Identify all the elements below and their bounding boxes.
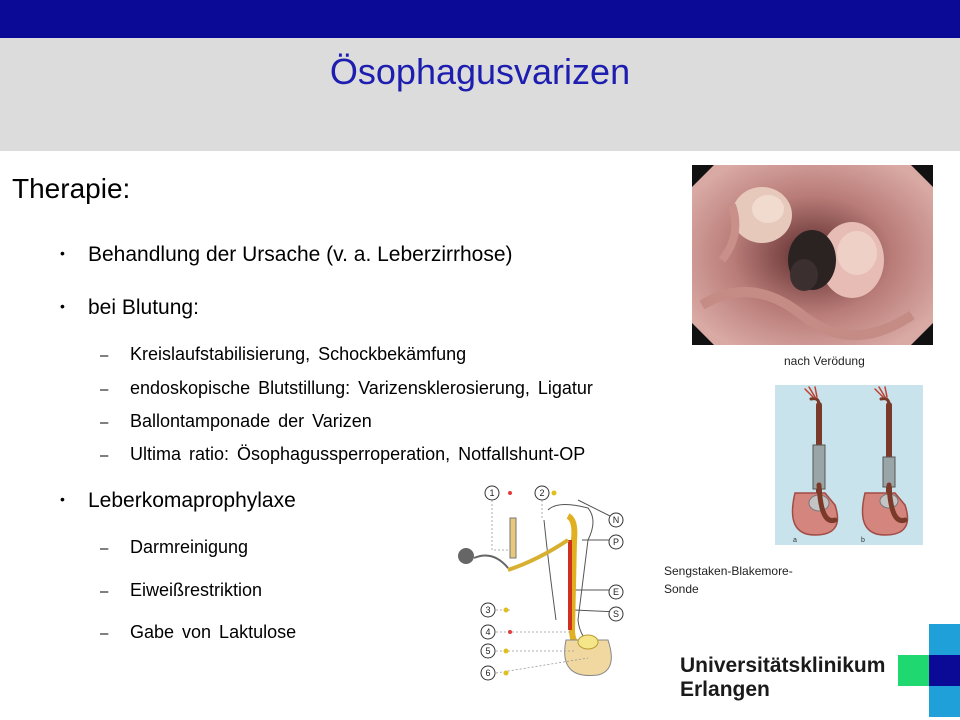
diagram-label: N — [612, 515, 620, 525]
sonde-caption-line2: Sonde — [664, 582, 699, 596]
sub-bullet-item: – Ultima ratio: Ösophagussperroperation, Notfallshunt-OP — [100, 444, 586, 464]
diagram-label: S — [612, 609, 620, 619]
logo-square-cyan — [929, 624, 960, 655]
diagram-label: 3 — [485, 605, 491, 615]
anatomy-diagram — [448, 480, 640, 685]
sub-bullet-item: – Kreislaufstabilisierung, Schockbekämfung — [100, 344, 467, 364]
sub-bullet-item: – endoskopische Blutstillung: Varizensklerosierung, Ligatur — [100, 378, 593, 398]
logo-square-cyan-bottom — [929, 686, 960, 717]
sub-bullet-item: – Darmreinigung — [100, 537, 249, 557]
photo-caption: nach Verödung — [784, 354, 865, 368]
diagram-label: P — [612, 537, 620, 547]
sub-bullet-item: – Gabe von Laktulose — [100, 622, 297, 642]
sonde-illustration — [775, 385, 923, 545]
diagram-label: 6 — [485, 668, 491, 678]
diagram-label: E — [612, 587, 620, 597]
diagram-label: 2 — [539, 488, 545, 498]
bullet-item: • bei Blutung: — [60, 296, 199, 319]
sonde-label-b: b — [861, 537, 865, 544]
endoscopy-photo — [692, 165, 933, 345]
section-heading: Therapie: — [12, 173, 131, 204]
top-bar — [0, 0, 960, 38]
bullet-item: • Behandlung der Ursache (v. a. Leberzirrhose) — [60, 243, 513, 266]
logo-text: Universitätsklinikum Erlangen — [680, 654, 886, 701]
bullet-item: • Leberkomaprophylaxe — [60, 489, 296, 512]
diagram-label: 1 — [489, 488, 495, 498]
slide-title: Ösophagusvarizen — [329, 51, 631, 92]
sub-bullet-item: – Ballontamponade der Varizen — [100, 411, 372, 431]
sonde-caption-line1: Sengstaken-Blakemore- — [664, 564, 793, 578]
logo-square-green — [898, 655, 929, 686]
diagram-label: 4 — [485, 627, 491, 637]
diagram-label: 5 — [485, 646, 491, 656]
logo-square-blue — [929, 655, 960, 686]
sonde-label-a: a — [793, 537, 797, 544]
sub-bullet-item: – Eiweißrestriktion — [100, 580, 263, 600]
